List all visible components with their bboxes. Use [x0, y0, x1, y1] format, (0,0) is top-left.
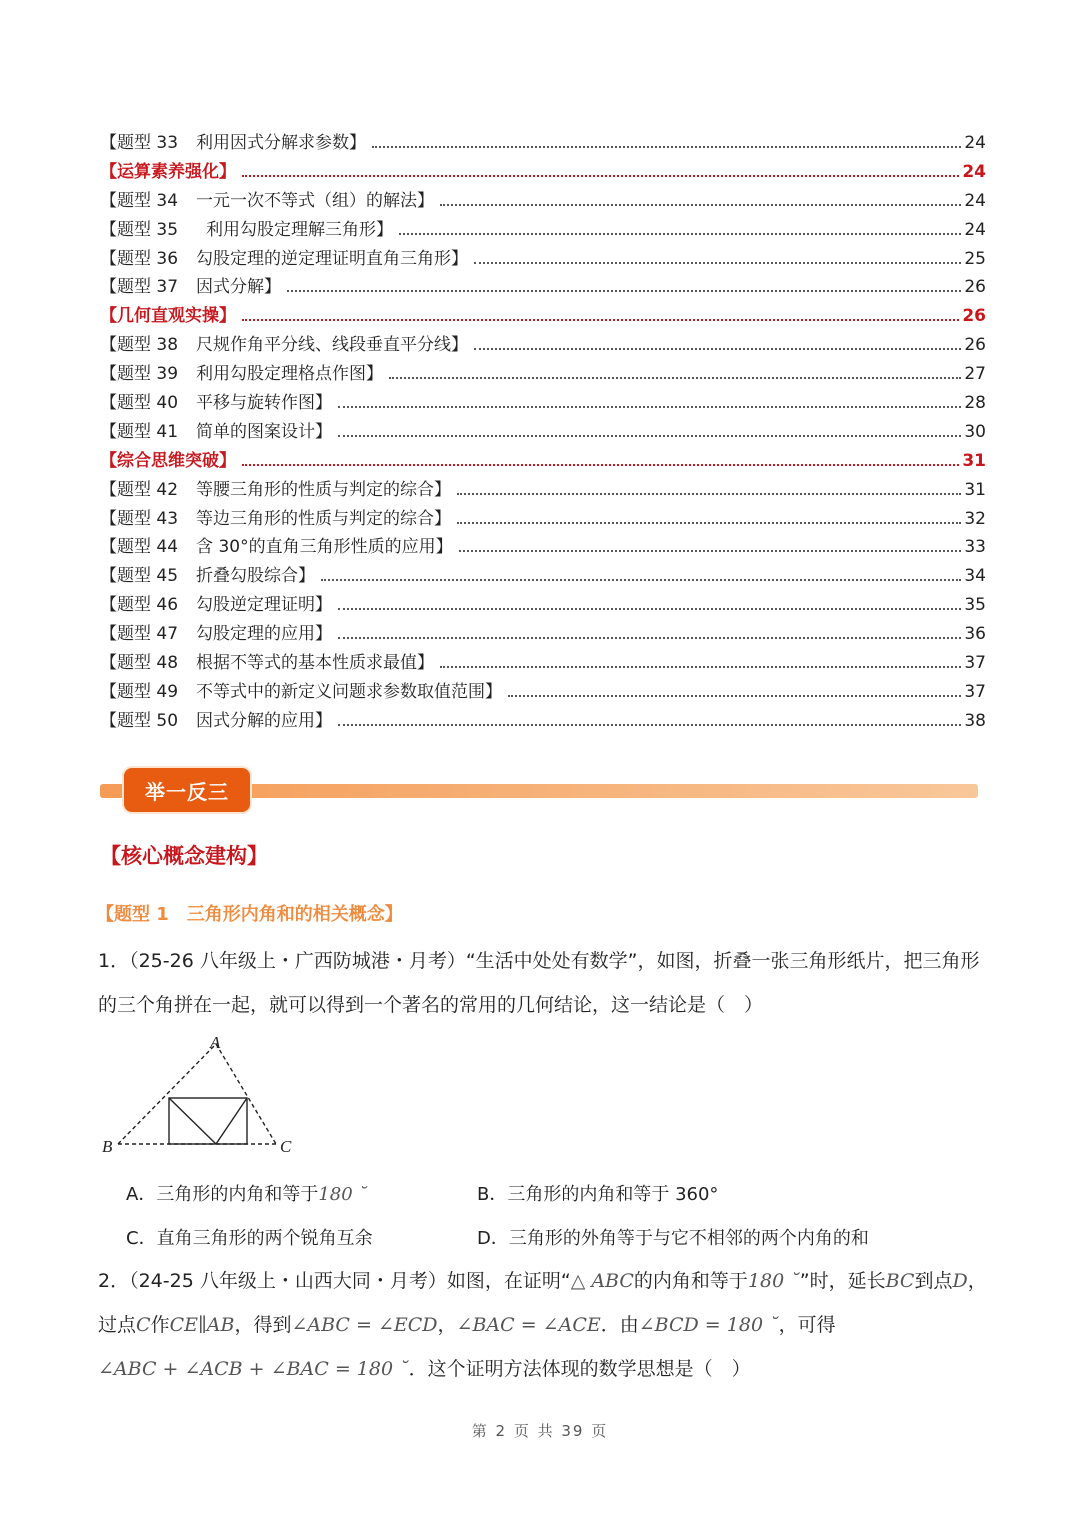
- toc-title: 折叠勾股综合】: [196, 566, 316, 587]
- toc-title: 不等式中的新定义问题求参数取值范围】: [196, 681, 503, 702]
- toc-title: 利用因式分解求参数】: [196, 133, 367, 153]
- toc-page-number: 38: [964, 710, 986, 731]
- q2-text: ”时，延长: [799, 1270, 886, 1292]
- toc-leader-dots: [242, 319, 959, 321]
- toc-title: 一元一次不等式（组）的解法】: [196, 190, 435, 211]
- toc-row[interactable]: [100, 128, 986, 157]
- toc-page-number: 32: [964, 508, 986, 529]
- toc-leader-dots: [287, 290, 961, 292]
- toc-row[interactable]: [100, 244, 986, 273]
- section-banner: [100, 766, 978, 816]
- toc-page-number: 24: [964, 219, 986, 240]
- q1-option-c: C．直角三角形的两个锐角互余: [126, 1228, 373, 1249]
- toc-row[interactable]: [100, 359, 986, 388]
- toc-row[interactable]: [100, 648, 986, 677]
- core-concept-heading: 【核心概念建构】: [100, 844, 268, 868]
- toc-row[interactable]: [100, 215, 986, 244]
- triangle-figure: [98, 1032, 308, 1162]
- toc-row[interactable]: [100, 417, 986, 446]
- toc-title: 等腰三角形的性质与判定的综合】: [196, 479, 452, 500]
- q2-math: ∠BAC = ∠ACE: [456, 1314, 601, 1336]
- q2-math: △ ABC: [570, 1270, 634, 1292]
- toc-page-number: 27: [964, 364, 986, 385]
- toc-label: 【题型 46: [100, 595, 179, 616]
- q2-line-2: [98, 1310, 836, 1337]
- q2-text: 作: [150, 1314, 170, 1336]
- fold-line: [216, 1098, 247, 1144]
- toc-row[interactable]: [100, 532, 986, 561]
- toc-title: 利用勾股定理格点作图】: [196, 364, 384, 385]
- toc-title: 因式分解的应用】: [196, 710, 333, 731]
- toc-label: 【运算素养强化】: [100, 161, 236, 182]
- toc-page-number: 26: [964, 335, 986, 356]
- toc-section-row[interactable]: [100, 301, 986, 330]
- toc-leader-dots: [389, 377, 961, 379]
- q2-text: ．由: [600, 1314, 639, 1336]
- toc-label: 【题型 40: [100, 393, 179, 414]
- q1-line-2: 的三个角拼在一起，就可以得到一个著名的常用的几何结论，这一结论是（ ）: [98, 994, 764, 1016]
- toc-row[interactable]: [100, 677, 986, 706]
- q1-option-a-text: A．三角形的内角和等于: [126, 1184, 319, 1205]
- toc-title: 简单的图案设计】: [196, 421, 333, 442]
- toc-page-number: 25: [964, 248, 986, 269]
- q1-option-a-math: 180 ˘: [318, 1184, 368, 1205]
- toc-label: 【题型 39: [100, 364, 179, 385]
- toc-label: 【题型 33: [100, 133, 179, 153]
- toc-label: 【题型 37: [100, 277, 179, 298]
- q2-text: 2．（24-25 八年级上・山西大同・月考）如图，在证明“: [98, 1270, 571, 1292]
- toc-leader-dots: [508, 695, 961, 697]
- toc-row[interactable]: [100, 272, 986, 301]
- toc-label: 【题型 35: [100, 219, 179, 240]
- q2-math: CE∥AB: [169, 1314, 235, 1336]
- q2-math: D: [952, 1270, 968, 1292]
- q2-line-3: [98, 1354, 751, 1381]
- toc-title: 勾股逆定理证明】: [196, 595, 333, 616]
- toc-leader-dots: [372, 146, 961, 148]
- toc-section-row[interactable]: [100, 446, 986, 475]
- toc-page-number: 31: [964, 479, 986, 500]
- edge-ac: [216, 1044, 276, 1144]
- q2-math: BC: [885, 1270, 915, 1292]
- toc-leader-dots: [338, 406, 961, 408]
- q2-text: 过点: [98, 1314, 137, 1336]
- q2-math: ∠BCD = 180 ˘: [638, 1314, 779, 1336]
- toc-leader-dots: [321, 579, 961, 581]
- toc-row[interactable]: [100, 186, 986, 215]
- banner-title: 举一反三: [122, 766, 252, 814]
- toc-leader-dots: [474, 262, 961, 264]
- toc-label: 【题型 38: [100, 335, 179, 356]
- q1-option-a: [126, 1180, 367, 1206]
- toc-leader-dots: [338, 435, 961, 437]
- toc-page-number: 37: [964, 681, 986, 702]
- toc-title: 含 30°的直角三角形性质的应用】: [196, 537, 453, 558]
- toc-leader-dots: [457, 493, 961, 495]
- toc-label: 【题型 34: [100, 190, 179, 211]
- q2-text: ，得到: [234, 1314, 292, 1336]
- toc-label: 【题型 42: [100, 479, 179, 500]
- toc-page-number: 30: [964, 421, 986, 442]
- toc-leader-dots: [399, 233, 961, 235]
- q2-math: ∠ABC + ∠ACB + ∠BAC = 180 ˘: [98, 1358, 409, 1380]
- toc-label: 【题型 36: [100, 248, 179, 269]
- q1-option-d: D．三角形的外角等于与它不相邻的两个内角的和: [477, 1228, 869, 1249]
- page-footer: 第 2 页 共 39 页: [471, 1422, 609, 1440]
- vertex-label-a: A: [210, 1033, 221, 1052]
- toc-label: 【题型 49: [100, 681, 179, 702]
- toc-page-number: 26: [962, 306, 986, 327]
- toc-label: 【题型 45: [100, 566, 179, 587]
- toc-section-row[interactable]: [100, 157, 986, 186]
- q1-line-1: 1．（25-26 八年级上・广西防城港・月考）“生活中处处有数学”，如图，折叠一张三角形纸片，把三角形: [98, 950, 980, 972]
- toc-row[interactable]: [100, 504, 986, 533]
- toc-row[interactable]: [100, 388, 986, 417]
- q2-text: ．这个证明方法体现的数学思想是（ ）: [408, 1358, 751, 1380]
- toc-title: 利用勾股定理解三角形】: [206, 219, 394, 240]
- toc-label: 【题型 48: [100, 653, 179, 674]
- toc-label: 【几何直观实操】: [100, 306, 236, 327]
- toc-label: 【题型 43: [100, 508, 179, 529]
- toc-leader-dots: [338, 637, 961, 639]
- q1-option-b: B．三角形的内角和等于 360°: [477, 1184, 719, 1205]
- toc-title: 勾股定理的逆定理证明直角三角形】: [196, 248, 469, 269]
- toc-page-number: 26: [964, 277, 986, 298]
- fold-line: [169, 1098, 216, 1144]
- toc-page-number: 36: [964, 624, 986, 645]
- toc-leader-dots: [242, 464, 959, 466]
- toc-row[interactable]: [100, 619, 986, 648]
- toc-page-number: 28: [964, 393, 986, 414]
- q2-math: C: [136, 1314, 151, 1336]
- toc-leader-dots: [338, 608, 961, 610]
- toc-row[interactable]: [100, 706, 986, 735]
- toc-label: 【题型 44: [100, 537, 179, 558]
- q2-text: ，: [967, 1270, 987, 1292]
- toc-page-number: 33: [964, 537, 986, 558]
- toc-title: 勾股定理的应用】: [196, 624, 333, 645]
- toc-page-number: 37: [964, 653, 986, 674]
- toc-row[interactable]: [100, 330, 986, 359]
- q2-line-1: [98, 1266, 987, 1293]
- toc-title: 因式分解】: [196, 277, 282, 298]
- toc-page-number: 24: [964, 133, 986, 153]
- q2-math: 180 ˘: [747, 1270, 800, 1292]
- toc-title: 平移与旋转作图】: [196, 393, 333, 414]
- toc-leader-dots: [440, 204, 961, 206]
- vertex-label-c: C: [280, 1137, 292, 1156]
- toc-page-number: 24: [962, 161, 986, 182]
- toc-row[interactable]: [100, 561, 986, 590]
- q2-text: ，: [437, 1314, 457, 1336]
- vertex-label-b: B: [102, 1137, 113, 1156]
- q2-text: ，可得: [778, 1314, 836, 1336]
- toc-row[interactable]: [100, 590, 986, 619]
- toc-title: 等边三角形的性质与判定的综合】: [196, 508, 452, 529]
- toc-leader-dots: [242, 175, 959, 177]
- q2-text: 的内角和等于: [633, 1270, 748, 1292]
- question-type-heading: 【题型 1 三角形内角和的相关概念】: [96, 904, 403, 925]
- toc-leader-dots: [459, 550, 962, 552]
- toc-page-number: 24: [964, 190, 986, 211]
- toc-row[interactable]: [100, 475, 986, 504]
- table-of-contents: [100, 128, 986, 735]
- toc-page-number: 35: [964, 595, 986, 616]
- toc-leader-dots: [474, 348, 961, 350]
- toc-leader-dots: [457, 522, 961, 524]
- toc-label: 【题型 47: [100, 624, 179, 645]
- q2-text: 到点: [914, 1270, 953, 1292]
- toc-leader-dots: [338, 724, 961, 726]
- toc-leader-dots: [440, 666, 961, 668]
- toc-page-number: 34: [964, 566, 986, 587]
- toc-label: 【题型 50: [100, 710, 179, 731]
- toc-label: 【综合思维突破】: [100, 450, 236, 471]
- toc-title: 根据不等式的基本性质求最值】: [196, 653, 435, 674]
- q2-math: ∠ABC = ∠ECD: [291, 1314, 438, 1336]
- toc-title: 尺规作角平分线、线段垂直平分线】: [196, 335, 469, 356]
- toc-label: 【题型 41: [100, 421, 179, 442]
- toc-page-number: 31: [962, 450, 986, 471]
